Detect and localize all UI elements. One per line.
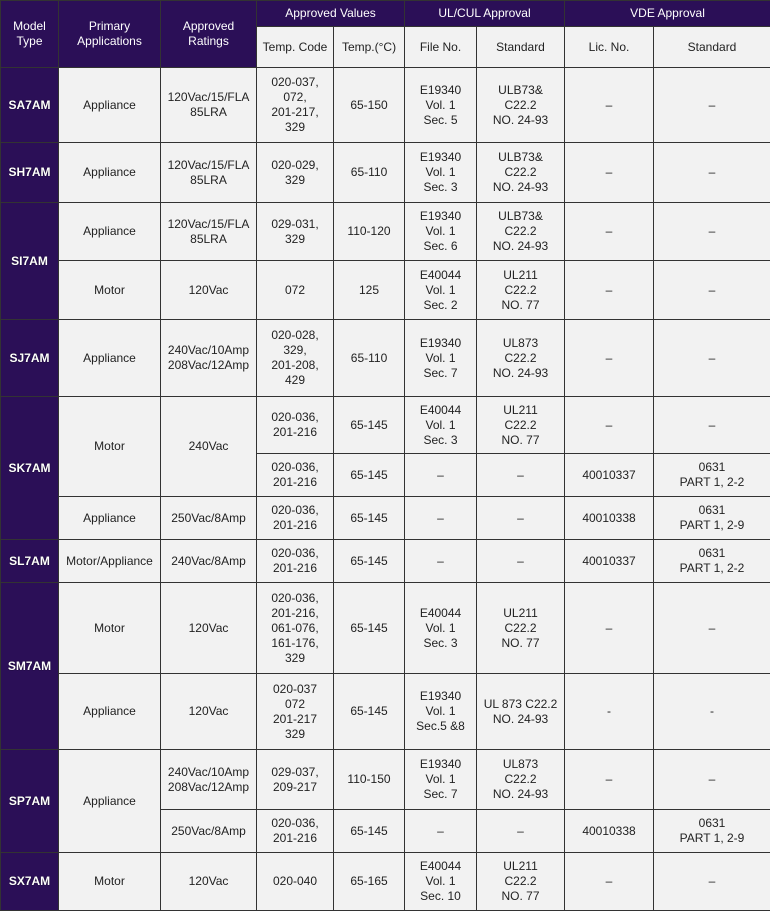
application-cell: Motor: [59, 261, 161, 320]
file-no-cell: E19340 Vol. 1 Sec. 7: [405, 320, 477, 397]
ratings-cell: 250Vac/8Amp: [161, 810, 257, 853]
vde-standard-cell: -: [654, 674, 770, 750]
temp-cell: 65-110: [334, 320, 405, 397]
lic-no-cell: 40010337: [565, 540, 654, 583]
vde-standard-cell: –: [654, 261, 770, 320]
header-approved-values: Approved Values: [257, 1, 405, 27]
ratings-cell: 120Vac: [161, 261, 257, 320]
temp-cell: 65-165: [334, 853, 405, 911]
header-ul-cul-approval: UL/CUL Approval: [405, 1, 565, 27]
table-row: [1, 68, 770, 143]
header-file-no: File No.: [405, 27, 477, 68]
temp-cell: 110-120: [334, 203, 405, 261]
header-primary-applications: Primary Applications: [59, 1, 161, 68]
temp-code-cell: 029-037, 209-217: [257, 750, 334, 810]
ul-standard-cell: UL211 C22.2 NO. 77: [477, 583, 565, 674]
table-row: [1, 583, 770, 674]
temp-cell: 65-145: [334, 397, 405, 454]
temp-code-cell: 020-029, 329: [257, 143, 334, 203]
ratings-cell: 120Vac: [161, 583, 257, 674]
ul-standard-cell: UL873 C22.2 NO. 24-93: [477, 320, 565, 397]
table-row: [1, 853, 770, 911]
lic-no-cell: –: [565, 320, 654, 397]
ul-standard-cell: UL873 C22.2 NO. 24-93: [477, 750, 565, 810]
model-type-cell: SH7AM: [1, 143, 59, 203]
temp-code-cell: 020-037 072 201-217 329: [257, 674, 334, 750]
model-type-cell: SL7AM: [1, 540, 59, 583]
ul-standard-cell: –: [477, 810, 565, 853]
lic-no-cell: 40010338: [565, 497, 654, 540]
application-cell: Appliance: [59, 320, 161, 397]
vde-standard-cell: –: [654, 750, 770, 810]
model-type-cell: SA7AM: [1, 68, 59, 143]
temp-cell: 65-150: [334, 68, 405, 143]
ratings-cell: 120Vac/15/FLA 85LRA: [161, 203, 257, 261]
model-type-cell: SJ7AM: [1, 320, 59, 397]
temp-code-cell: 020-036, 201-216: [257, 497, 334, 540]
temp-code-cell: 020-036, 201-216: [257, 810, 334, 853]
ul-standard-cell: –: [477, 497, 565, 540]
model-type-cell: SM7AM: [1, 583, 59, 750]
temp-cell: 110-150: [334, 750, 405, 810]
vde-standard-cell: 0631 PART 1, 2-2: [654, 540, 770, 583]
file-no-cell: E40044 Vol. 1 Sec. 3: [405, 583, 477, 674]
temp-cell: 65-145: [334, 810, 405, 853]
lic-no-cell: –: [565, 583, 654, 674]
temp-code-cell: 020-040: [257, 853, 334, 911]
model-type-cell: SP7AM: [1, 750, 59, 853]
file-no-cell: –: [405, 540, 477, 583]
application-cell: Motor/Appliance: [59, 540, 161, 583]
model-type-cell: SI7AM: [1, 203, 59, 320]
temp-cell: 125: [334, 261, 405, 320]
ul-standard-cell: –: [477, 454, 565, 497]
temp-code-cell: 020-036, 201-216: [257, 540, 334, 583]
table-row: [1, 397, 770, 454]
temp-code-cell: 020-036, 201-216, 061-076, 161-176, 329: [257, 583, 334, 674]
file-no-cell: –: [405, 454, 477, 497]
model-type-cell: SK7AM: [1, 397, 59, 540]
ratings-cell: 120Vac/15/FLA 85LRA: [161, 143, 257, 203]
vde-standard-cell: –: [654, 397, 770, 454]
lic-no-cell: 40010337: [565, 454, 654, 497]
table-row: [1, 261, 770, 320]
table-row: [1, 540, 770, 583]
ratings-cell: 240Vac/8Amp: [161, 540, 257, 583]
header-lic-no: Lic. No.: [565, 27, 654, 68]
header-temp-c: Temp.(°C): [334, 27, 405, 68]
lic-no-cell: –: [565, 143, 654, 203]
application-cell: Motor: [59, 853, 161, 911]
lic-no-cell: -: [565, 674, 654, 750]
ratings-cell: 250Vac/8Amp: [161, 497, 257, 540]
ratings-cell: 120Vac: [161, 853, 257, 911]
temp-cell: 65-145: [334, 674, 405, 750]
header-temp-code: Temp. Code: [257, 27, 334, 68]
ul-standard-cell: –: [477, 540, 565, 583]
temp-code-cell: 020-036, 201-216: [257, 454, 334, 497]
vde-standard-cell: –: [654, 853, 770, 911]
temp-cell: 65-145: [334, 454, 405, 497]
ul-standard-cell: UL211 C22.2 NO. 77: [477, 261, 565, 320]
application-cell: Appliance: [59, 143, 161, 203]
file-no-cell: E19340 Vol. 1 Sec. 6: [405, 203, 477, 261]
header-model-type: Model Type: [1, 1, 59, 68]
application-cell: Motor: [59, 397, 161, 497]
vde-standard-cell: 0631 PART 1, 2-2: [654, 454, 770, 497]
temp-code-cell: 020-028, 329, 201-208, 429: [257, 320, 334, 397]
lic-no-cell: –: [565, 68, 654, 143]
ul-standard-cell: UL211 C22.2 NO. 77: [477, 397, 565, 454]
file-no-cell: E40044 Vol. 1 Sec. 10: [405, 853, 477, 911]
application-cell: Appliance: [59, 750, 161, 853]
application-cell: Appliance: [59, 674, 161, 750]
lic-no-cell: 40010338: [565, 810, 654, 853]
file-no-cell: E19340 Vol. 1 Sec. 5: [405, 68, 477, 143]
ratings-cell: 240Vac/10Amp 208Vac/12Amp: [161, 320, 257, 397]
file-no-cell: –: [405, 497, 477, 540]
lic-no-cell: –: [565, 750, 654, 810]
lic-no-cell: –: [565, 397, 654, 454]
header-ul-standard: Standard: [477, 27, 565, 68]
temp-cell: 65-110: [334, 143, 405, 203]
table-row: [1, 203, 770, 261]
header-vde-approval: VDE Approval: [565, 1, 770, 27]
ratings-cell: 120Vac: [161, 674, 257, 750]
lic-no-cell: –: [565, 203, 654, 261]
table-row: [1, 320, 770, 397]
vde-standard-cell: 0631 PART 1, 2-9: [654, 497, 770, 540]
table-row: [1, 674, 770, 750]
ul-standard-cell: ULB73& C22.2 NO. 24-93: [477, 68, 565, 143]
table-row: [1, 143, 770, 203]
ul-standard-cell: UL 873 C22.2 NO. 24-93: [477, 674, 565, 750]
temp-code-cell: 072: [257, 261, 334, 320]
vde-standard-cell: 0631 PART 1, 2-9: [654, 810, 770, 853]
table-row: [1, 497, 770, 540]
file-no-cell: E40044 Vol. 1 Sec. 3: [405, 397, 477, 454]
temp-code-cell: 020-037, 072, 201-217, 329: [257, 68, 334, 143]
vde-standard-cell: –: [654, 143, 770, 203]
ratings-cell: 120Vac/15/FLA 85LRA: [161, 68, 257, 143]
ul-standard-cell: UL211 C22.2 NO. 77: [477, 853, 565, 911]
model-type-cell: SX7AM: [1, 853, 59, 911]
header-vde-standard: Standard: [654, 27, 770, 68]
ratings-cell: 240Vac: [161, 397, 257, 497]
lic-no-cell: –: [565, 853, 654, 911]
lic-no-cell: –: [565, 261, 654, 320]
temp-code-cell: 029-031, 329: [257, 203, 334, 261]
file-no-cell: E19340 Vol. 1 Sec. 7: [405, 750, 477, 810]
application-cell: Appliance: [59, 497, 161, 540]
vde-standard-cell: –: [654, 583, 770, 674]
file-no-cell: E19340 Vol. 1 Sec.5 &8: [405, 674, 477, 750]
temp-cell: 65-145: [334, 540, 405, 583]
ratings-cell: 240Vac/10Amp 208Vac/12Amp: [161, 750, 257, 810]
vde-standard-cell: –: [654, 68, 770, 143]
temp-code-cell: 020-036, 201-216: [257, 397, 334, 454]
file-no-cell: –: [405, 810, 477, 853]
vde-standard-cell: –: [654, 320, 770, 397]
temp-cell: 65-145: [334, 497, 405, 540]
application-cell: Appliance: [59, 68, 161, 143]
vde-standard-cell: –: [654, 203, 770, 261]
ul-standard-cell: ULB73& C22.2 NO. 24-93: [477, 203, 565, 261]
file-no-cell: E40044 Vol. 1 Sec. 2: [405, 261, 477, 320]
ul-standard-cell: ULB73& C22.2 NO. 24-93: [477, 143, 565, 203]
temp-cell: 65-145: [334, 583, 405, 674]
header-approved-ratings: Approved Ratings: [161, 1, 257, 68]
table-row: [1, 750, 770, 810]
application-cell: Appliance: [59, 203, 161, 261]
file-no-cell: E19340 Vol. 1 Sec. 3: [405, 143, 477, 203]
application-cell: Motor: [59, 583, 161, 674]
